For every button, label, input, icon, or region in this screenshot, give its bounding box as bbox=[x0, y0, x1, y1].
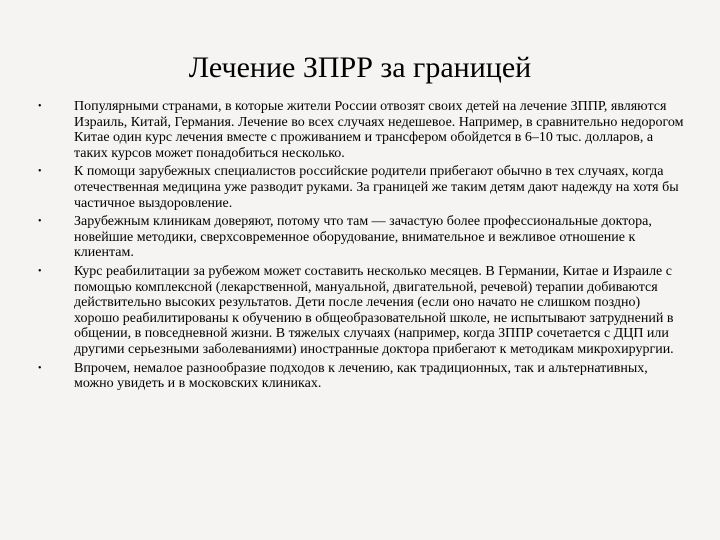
bullet-list bbox=[38, 99, 688, 395]
bullet-icon: • bbox=[38, 216, 42, 228]
bullet-item bbox=[38, 99, 688, 161]
slide-title: Лечение ЗПРР за границей bbox=[188, 51, 532, 84]
bullet-text: Популярными странами, в которые жители России отвозят своих детей на лечение ЗППР, являются Израиль, Китай, Германия. Лечение во всех случаях недешевое. Например, в сравнительно недорогом Китае один курс лечения вместе с проживанием и трансфером обойдется в 6–10 тыс. долларов, а таких курсов может понадобиться несколько. bbox=[74, 99, 684, 161]
bullet-text: К помощи зарубежных специалистов российские родители прибегают обычно в тех случаях, когда отечественная медицина уже разводит руками. За границей же таким детям дают надежду на хотя бы частичное выздоровление. bbox=[74, 164, 679, 211]
bullet-icon: • bbox=[38, 265, 42, 277]
bullet-text: Впрочем, немалое разнообразие подходов к лечению, как традиционных, так и альтернативных, можно увидеть и в московских клиниках. bbox=[74, 360, 648, 392]
bullet-item bbox=[38, 264, 688, 358]
bullet-text: Курс реабилитации за рубежом может составить несколько месяцев. В Германии, Китае и Израиле с помощью комплексной (лекарственной, мануальной, двигательной, речевой) терапии добиваются действительно высоких результатов. Дети после лечения (если оно начато не слишком поздно) хорошо реабилитированы к обучению в общеобразовательной школе, не испытывают затруднений в общении, в повседневной жизни. В тяжелых случаях (например, когда ЗППР сочетается с ДЦП или другими серьезными заболеваниями) иностранные доктора прибегают к методикам микрохирургии. bbox=[74, 263, 674, 357]
bullet-item bbox=[38, 214, 688, 261]
bullet-item bbox=[38, 361, 688, 392]
bullet-icon: • bbox=[38, 101, 42, 112]
bullet-text: Зарубежным клиникам доверяют, потому что там — зачастую более профессиональные доктора, новейшие методики, сверхсовременное оборудование, внимательное и вежливое отношение к клиентам. bbox=[74, 214, 652, 261]
bullet-icon: • bbox=[38, 166, 42, 178]
bullet-item bbox=[38, 164, 688, 211]
bullet-icon: • bbox=[38, 362, 42, 374]
